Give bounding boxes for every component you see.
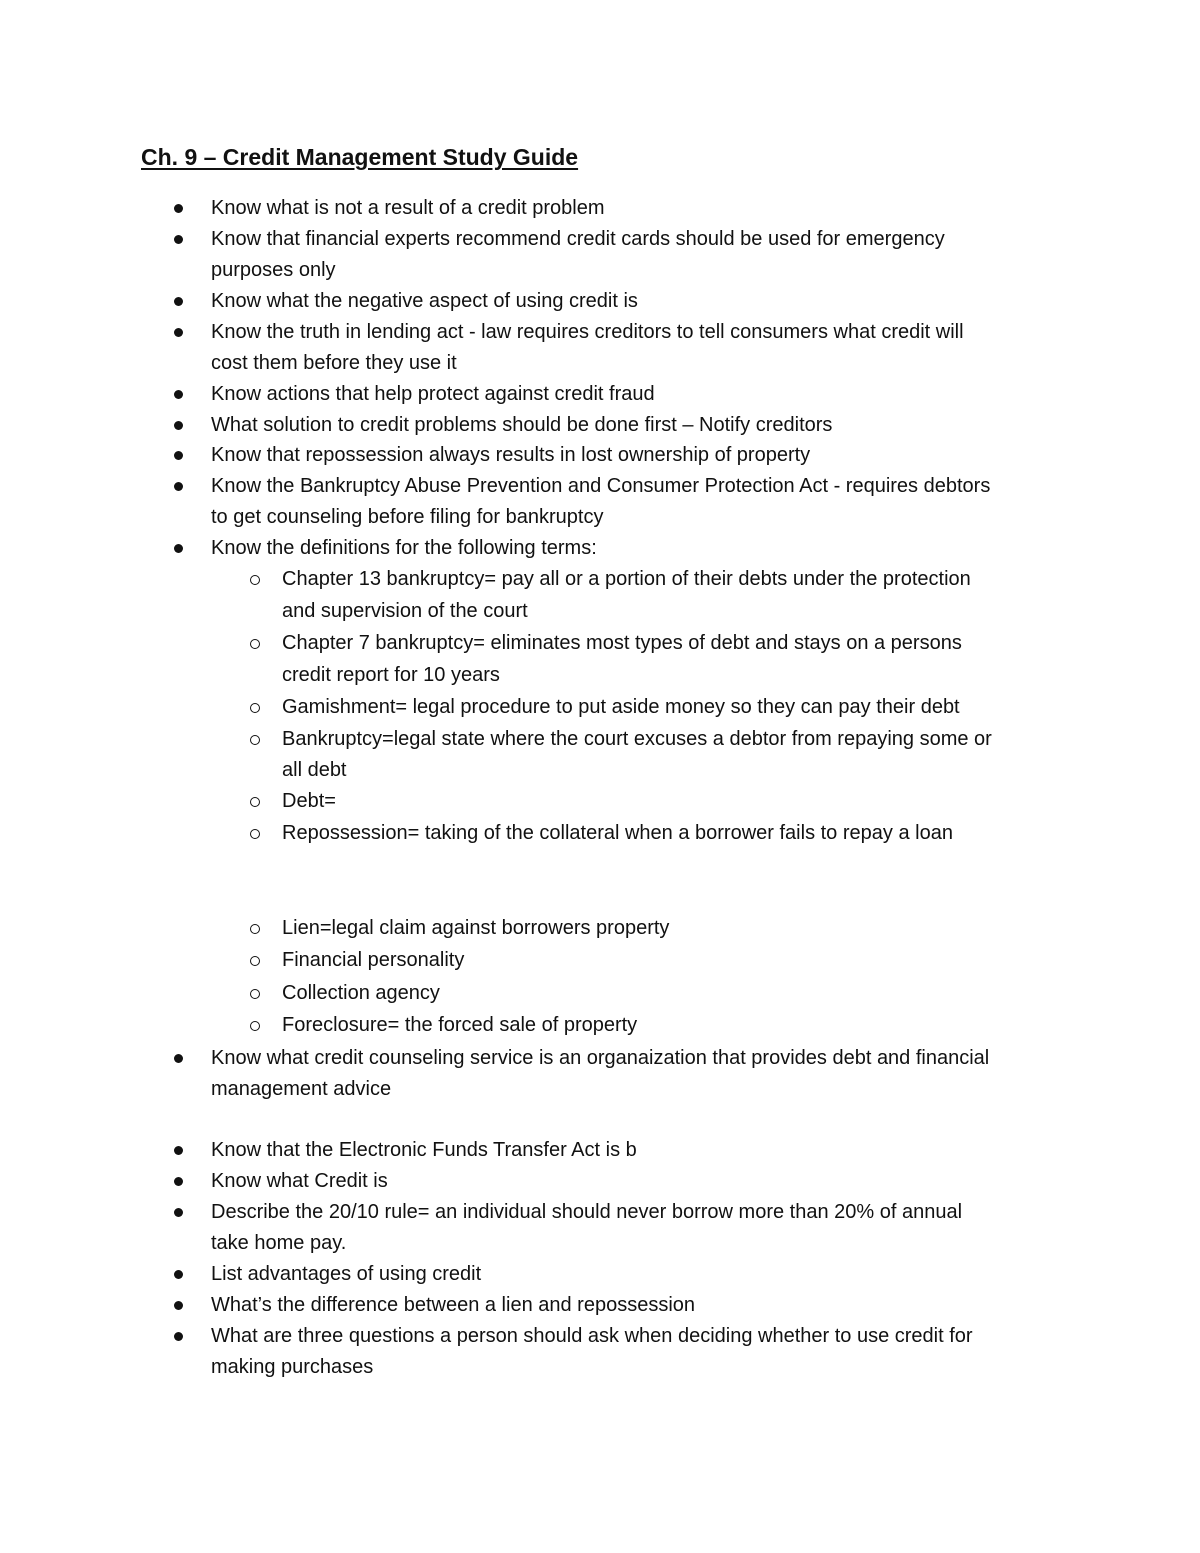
list-item: Know that financial experts recommend credit cards should be used for emergency bbox=[211, 228, 945, 250]
bullet-icon bbox=[174, 204, 183, 213]
sub-list-item: Foreclosure= the forced sale of property bbox=[282, 1014, 638, 1036]
sub-list-item: Debt= bbox=[282, 790, 336, 812]
list-item-continuation: take home pay. bbox=[211, 1232, 347, 1254]
bullet-icon bbox=[174, 1332, 183, 1341]
list-item: Know the definitions for the following terms: bbox=[211, 537, 597, 559]
bullet-icon bbox=[174, 328, 183, 337]
bullet-icon bbox=[174, 297, 183, 306]
list-item-continuation: purposes only bbox=[211, 259, 336, 281]
bullet-icon bbox=[174, 390, 183, 399]
sub-bullet-icon bbox=[250, 989, 260, 999]
list-item: Describe the 20/10 rule= an individual should never borrow more than 20% of annual bbox=[211, 1201, 963, 1223]
sub-list-item: Collection agency bbox=[282, 982, 440, 1004]
list-item: Know the truth in lending act - law requires creditors to tell consumers what credit will bbox=[211, 321, 964, 343]
sub-list-item: Gamishment= legal procedure to put aside money so they can pay their debt bbox=[282, 696, 960, 718]
list-item: Know the Bankruptcy Abuse Prevention and Consumer Protection Act - requires debtors bbox=[211, 475, 991, 497]
list-item: Know what Credit is bbox=[211, 1170, 388, 1192]
list-item-continuation: making purchases bbox=[211, 1356, 374, 1378]
bullet-icon bbox=[174, 1208, 183, 1217]
bullet-icon bbox=[174, 1177, 183, 1186]
sub-bullet-icon bbox=[250, 639, 260, 649]
sub-bullet-icon bbox=[250, 735, 260, 745]
sub-bullet-icon bbox=[250, 575, 260, 585]
bullet-icon bbox=[174, 1054, 183, 1063]
list-item-continuation: cost them before they use it bbox=[211, 352, 457, 374]
sub-list-item-continuation: all debt bbox=[282, 759, 347, 781]
sub-bullet-icon bbox=[250, 1021, 260, 1031]
sub-list-item: Chapter 7 bankruptcy= eliminates most types of debt and stays on a persons bbox=[282, 632, 962, 654]
list-item-continuation: to get counseling before filing for bankruptcy bbox=[211, 506, 604, 528]
list-item: List advantages of using credit bbox=[211, 1263, 482, 1285]
list-item: Know that repossession always results in lost ownership of property bbox=[211, 444, 811, 466]
sub-bullet-icon bbox=[250, 703, 260, 713]
bullet-icon bbox=[174, 421, 183, 430]
list-item-continuation: management advice bbox=[211, 1078, 392, 1100]
list-item: Know what credit counseling service is an organaization that provides debt and financial bbox=[211, 1047, 990, 1069]
bullet-icon bbox=[174, 451, 183, 460]
sub-list-item: Financial personality bbox=[282, 949, 465, 971]
sub-list-item: Repossession= taking of the collateral when a borrower fails to repay a loan bbox=[282, 822, 953, 844]
sub-list-item-continuation: and supervision of the court bbox=[282, 600, 528, 622]
list-item: Know what is not a result of a credit problem bbox=[211, 197, 605, 219]
list-item: Know that the Electronic Funds Transfer Act is b bbox=[211, 1139, 637, 1161]
bullet-icon bbox=[174, 1301, 183, 1310]
sub-bullet-icon bbox=[250, 924, 260, 934]
bullet-icon bbox=[174, 482, 183, 491]
document-title: Ch. 9 – Credit Management Study Guide bbox=[141, 144, 579, 170]
sub-list-item: Chapter 13 bankruptcy= pay all or a portion of their debts under the protection bbox=[282, 568, 971, 590]
sub-bullet-icon bbox=[250, 956, 260, 966]
list-item: Know actions that help protect against credit fraud bbox=[211, 383, 655, 405]
sub-list-item-continuation: credit report for 10 years bbox=[282, 664, 500, 686]
list-item: Know what the negative aspect of using credit is bbox=[211, 290, 638, 312]
bullet-icon bbox=[174, 235, 183, 244]
bullet-icon bbox=[174, 1270, 183, 1279]
sub-bullet-icon bbox=[250, 797, 260, 807]
sub-list-item: Lien=legal claim against borrowers property bbox=[282, 917, 670, 939]
list-item: What solution to credit problems should be done first – Notify creditors bbox=[211, 414, 833, 436]
sub-list-item: Bankruptcy=legal state where the court excuses a debtor from repaying some or bbox=[282, 728, 992, 750]
sub-bullet-icon bbox=[250, 829, 260, 839]
list-item: What’s the difference between a lien and repossession bbox=[211, 1294, 696, 1316]
bullet-icon bbox=[174, 1146, 183, 1155]
bullet-icon bbox=[174, 544, 183, 553]
list-item: What are three questions a person should ask when deciding whether to use credit for bbox=[211, 1325, 973, 1347]
